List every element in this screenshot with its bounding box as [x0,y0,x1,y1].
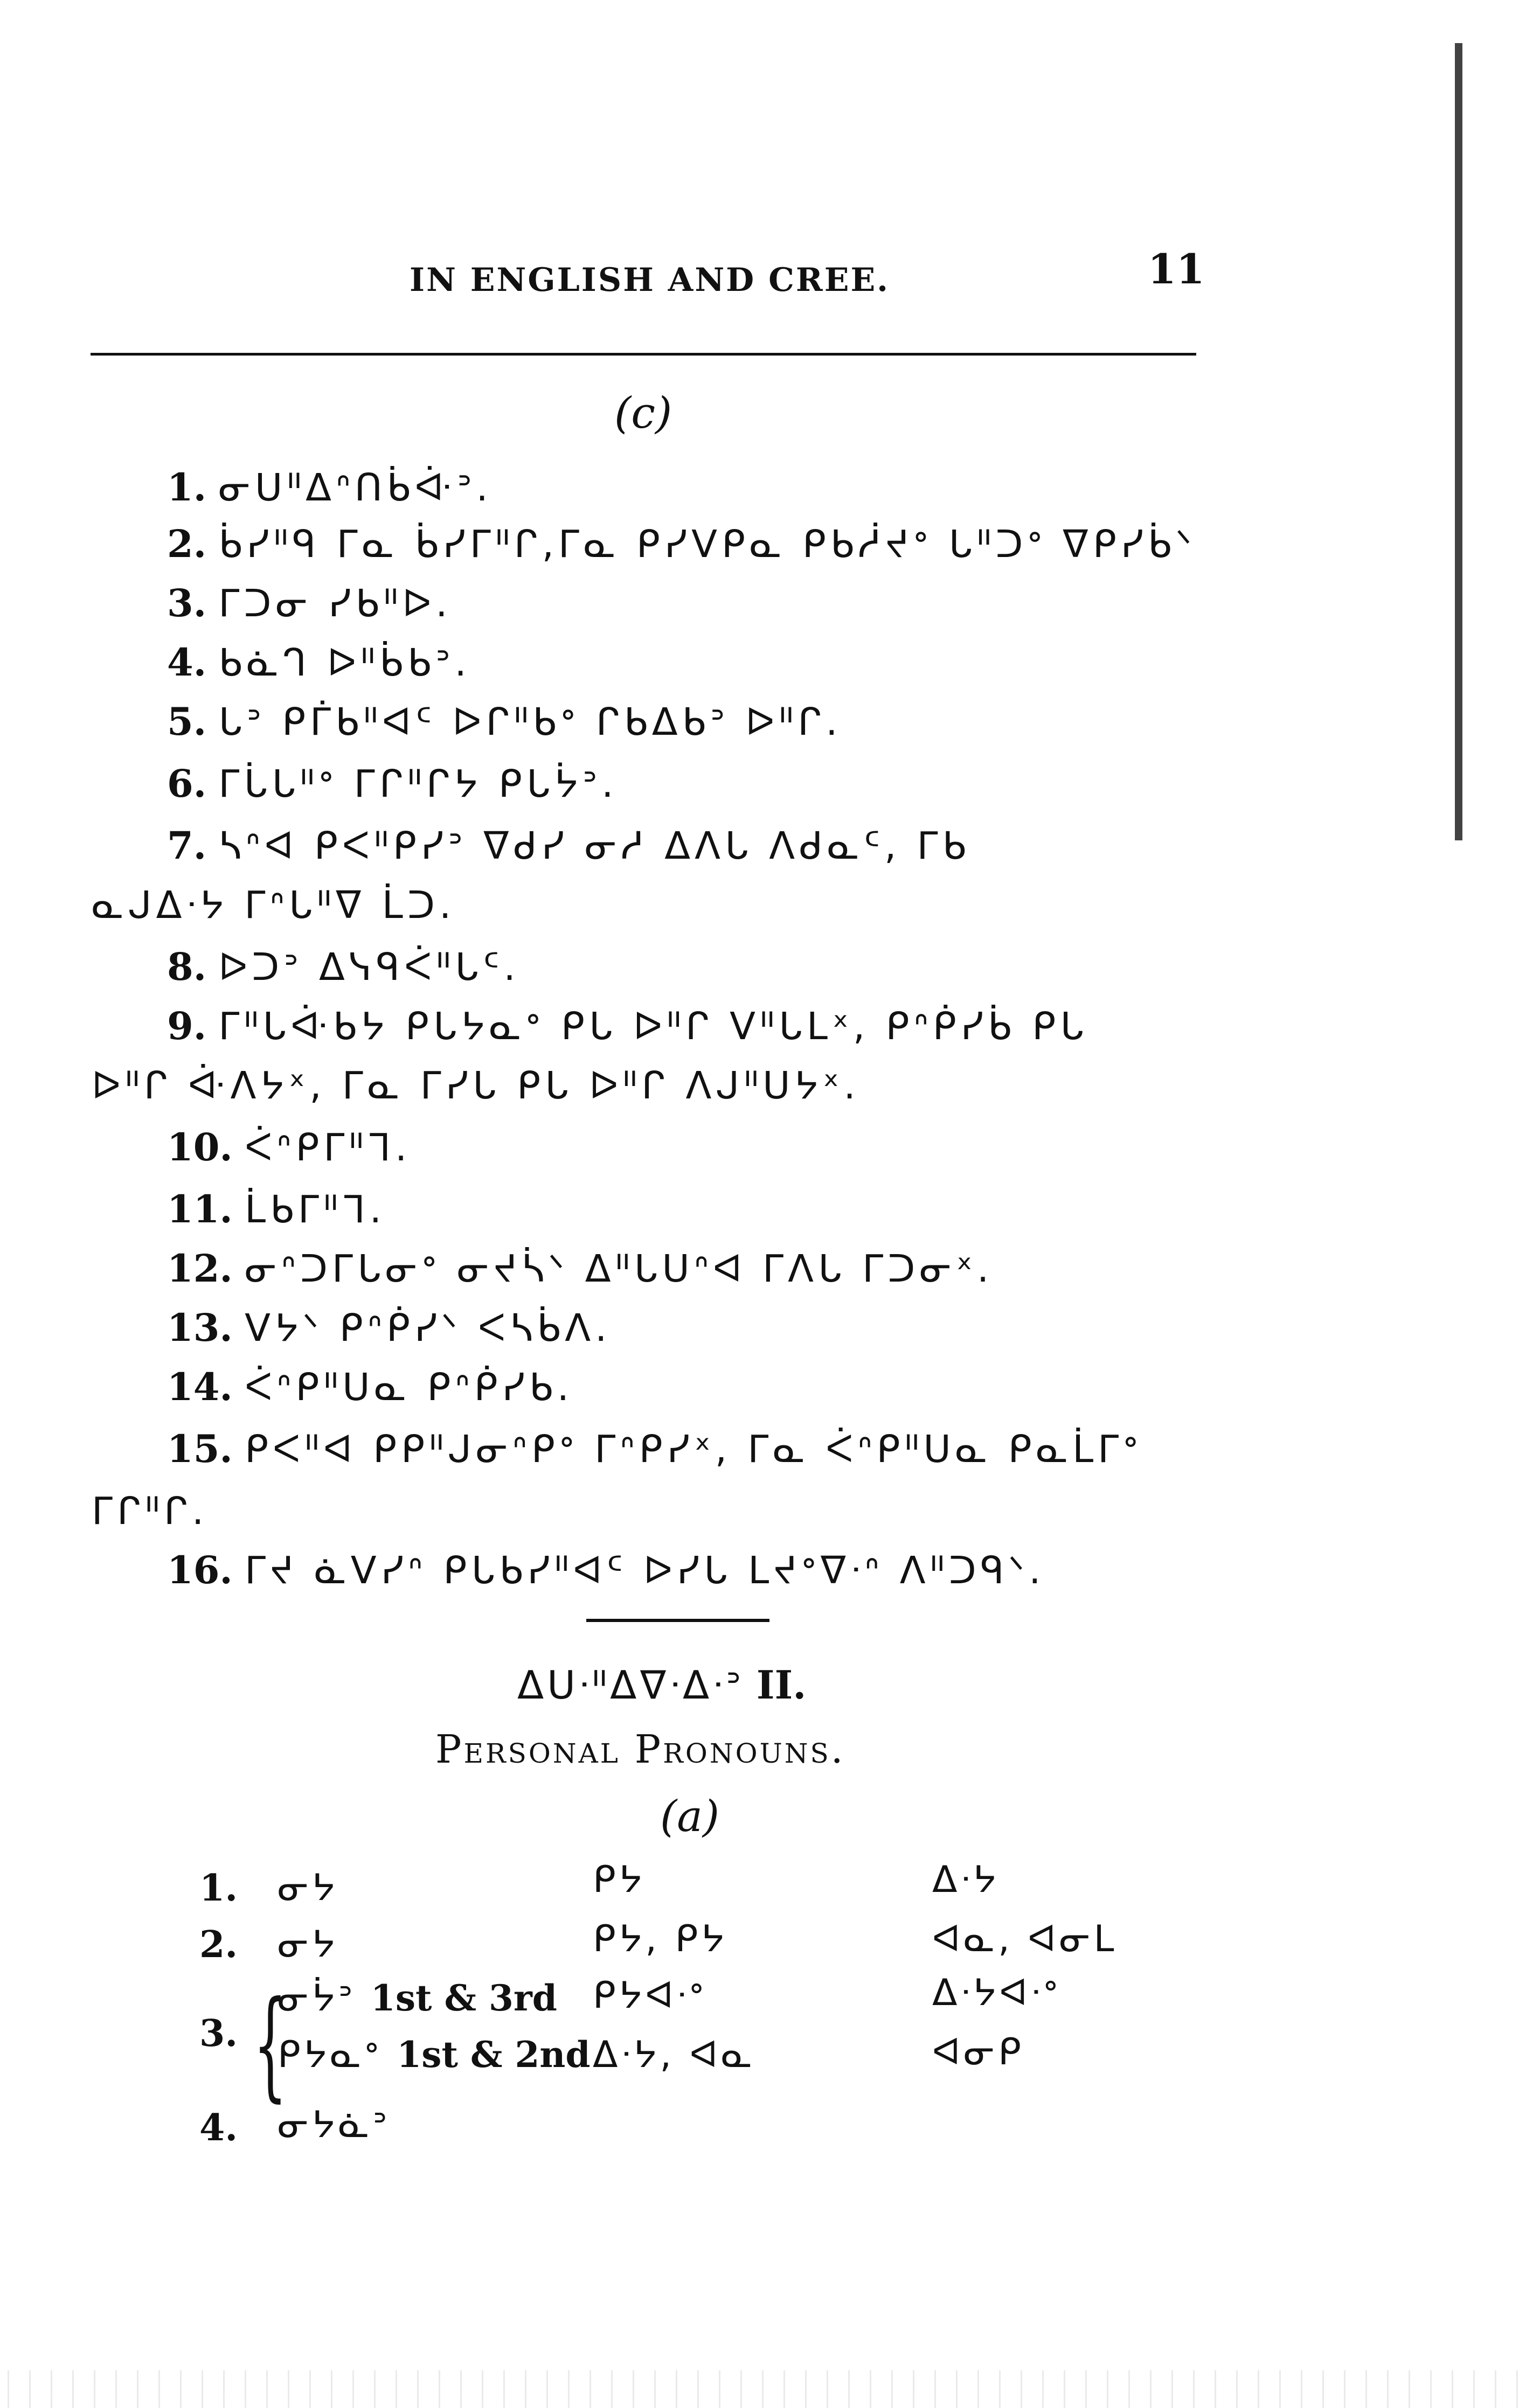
pronoun-row-2-third: ᐊᓇ, ᐊᓂᒪ [932,1918,1118,1960]
pronoun-row-1-second: ᑭᔭ [593,1859,646,1901]
page-edge-shadow [1455,43,1462,840]
pronoun-row-3a-second: ᑭᔭᐊᐧᐤ [593,1974,707,2017]
exercise-line-8: 8. ᐅᑐᐣ ᐃᓭᑫᐹᐦᒐᑦ. [167,944,520,989]
running-header-title: IN ENGLISH AND CREE. [410,261,890,299]
exercise-line-10: 10. ᐹᐢᑭᒥᐦᒣ. [167,1125,412,1170]
exercise-line-3: 3. ᒥᑐᓂ ᓯᑲᐦᐅ. [167,581,452,625]
pronoun-row-1-third: ᐃᐧᔭ [932,1859,1000,1901]
exercise-line-7: 7. ᓴᐢᐊ ᑭᐸᐦᑭᓯᐣ ᐁᑯᓯ ᓂᓱ ᐃᐱᒐ ᐱᑯᓇᑦ, ᒥᑲ [167,823,970,868]
exercise-line-14: 14. ᐹᐢᑭᐦᑌᓇ ᑭᐢᑮᓯᑲ. [167,1365,574,1409]
chapter-heading: ᐃᑌᐧᐦᐃᐁᐧᐃᐧᐣ II. [517,1662,807,1708]
exercise-line-6: 6. ᒥᒑᒐᐦᐤ ᒥᒋᐦᒋᔭ ᑭᒐᔮᐣ. [167,761,618,806]
section-label-c: (c) [614,388,672,438]
header-rule [91,353,1196,356]
exercise-line-9: 9. ᒥᐦᒐᐚᑲᔭ ᑭᒐᔭᓇᐤ ᑭᒐ ᐅᐦᒋ ᐯᐦᒐᒪˣ, ᑭᐢᑮᓯᑳ ᑭᒐ [167,1004,1088,1048]
pronoun-row-2-first: ᓂᔭ [278,1923,338,1966]
pronoun-row-3b-third: ᐊᓂᑭ [932,2031,1024,2073]
pronoun-row-4-first: ᓂᔭᓈᐣ [278,2104,391,2146]
pronoun-row-3b-first: ᑭᔭᓇᐤ 1st & 2nd [278,2034,591,2076]
exercise-line-1: 1. ᓂᑌᐦᐃᐢᑎᑳᐚᐣ. [167,465,493,510]
pronoun-row-2-number: 2. [199,1923,238,1966]
pronoun-row-1-number: 1. [199,1867,238,1910]
pronoun-row-3a-first: ᓂᔮᐣ 1st & 3rd [278,1977,557,2020]
exercise-line-15: 15. ᑭᐸᐦᐊ ᑭᑭᐦᒍᓂᐢᑭᐤ ᒥᐢᑭᓯˣ, ᒥᓇ ᐹᐢᑭᐦᑌᓇ ᑭᓇᒫᒥᐤ [167,1426,1142,1471]
exercise-line-12: 12. ᓂᐢᑐᒥᒐᓂᐤ ᓂᔪᓵᐠ ᐃᐦᒐᑌᐢᐊ ᒥᐱᒐ ᒥᑐᓂˣ. [167,1246,994,1291]
grouping-brace: { [253,1975,287,2113]
exercise-line-2: 2. ᑳᓯᐦᑫ ᒥᓇ ᑳᓯᒥᐦᒋ,ᒥᓇ ᑭᓯᐯᑭᓇ ᑭᑲᓲᔪᐤ ᒐᐦᑐᐤ ᐁᑭᓯᑳᐠ [167,521,1196,566]
section-divider [586,1619,769,1622]
exercise-line-13: 13. ᐯᔭᐠ ᑭᐢᑮᓯᐠ ᐸᓴᑳᐱ. [167,1305,612,1350]
exercise-line-11: 11. ᒫᑲᒥᐦᒣ. [167,1187,386,1231]
pronoun-row-4-number: 4. [199,2106,238,2149]
pronoun-row-1-first: ᓂᔭ [278,1867,338,1909]
exercise-line-9-continued: ᐅᐦᒋ ᐚᐱᔭˣ, ᒥᓇ ᒥᓯᒐ ᑭᒐ ᐅᐦᒋ ᐱᒍᐦᑌᔭˣ. [92,1063,860,1108]
pronoun-row-3-number: 3. [199,2012,238,2055]
pronoun-row-3a-third: ᐃᐧᔭᐊᐧᐤ [932,1972,1061,2014]
exercise-line-15-continued: ᒥᒋᐦᒋ. [92,1489,209,1533]
pronoun-row-2-second: ᑭᔭ, ᑭᔭ [593,1918,727,1960]
section-title: Personal Pronouns. [435,1727,845,1772]
exercise-line-16: 16. ᒥᔪ ᓈᐯᓯᐢ ᑭᒐᑲᓯᐦᐊᑦ ᐅᓯᒐ ᒪᔪᐤᐁᐧᐢ ᐱᐦᑐᑫᐠ. [167,1548,1045,1592]
exercise-line-4: 4. ᑲᓈᒉ ᐅᐦᑳᑲᐣ. [167,640,471,685]
scan-noise [0,2370,1526,2408]
pronoun-row-3b-second: ᐃᐧᔭ, ᐊᓇ [593,2034,755,2076]
section-label-a: (a) [660,1791,720,1841]
exercise-line-7-continued: ᓇᒍᐃᐧᔭ ᒥᐢᒐᐦᐁ ᒫᑐ. [92,883,456,927]
page-number: 11 [1148,245,1205,293]
exercise-line-5: 5. ᒐᐣ ᑭᒦᑲᐦᐊᑦ ᐅᒋᐦᑲᐤ ᒋᑲᐃᑲᐣ ᐅᐦᒋ. [167,699,842,744]
